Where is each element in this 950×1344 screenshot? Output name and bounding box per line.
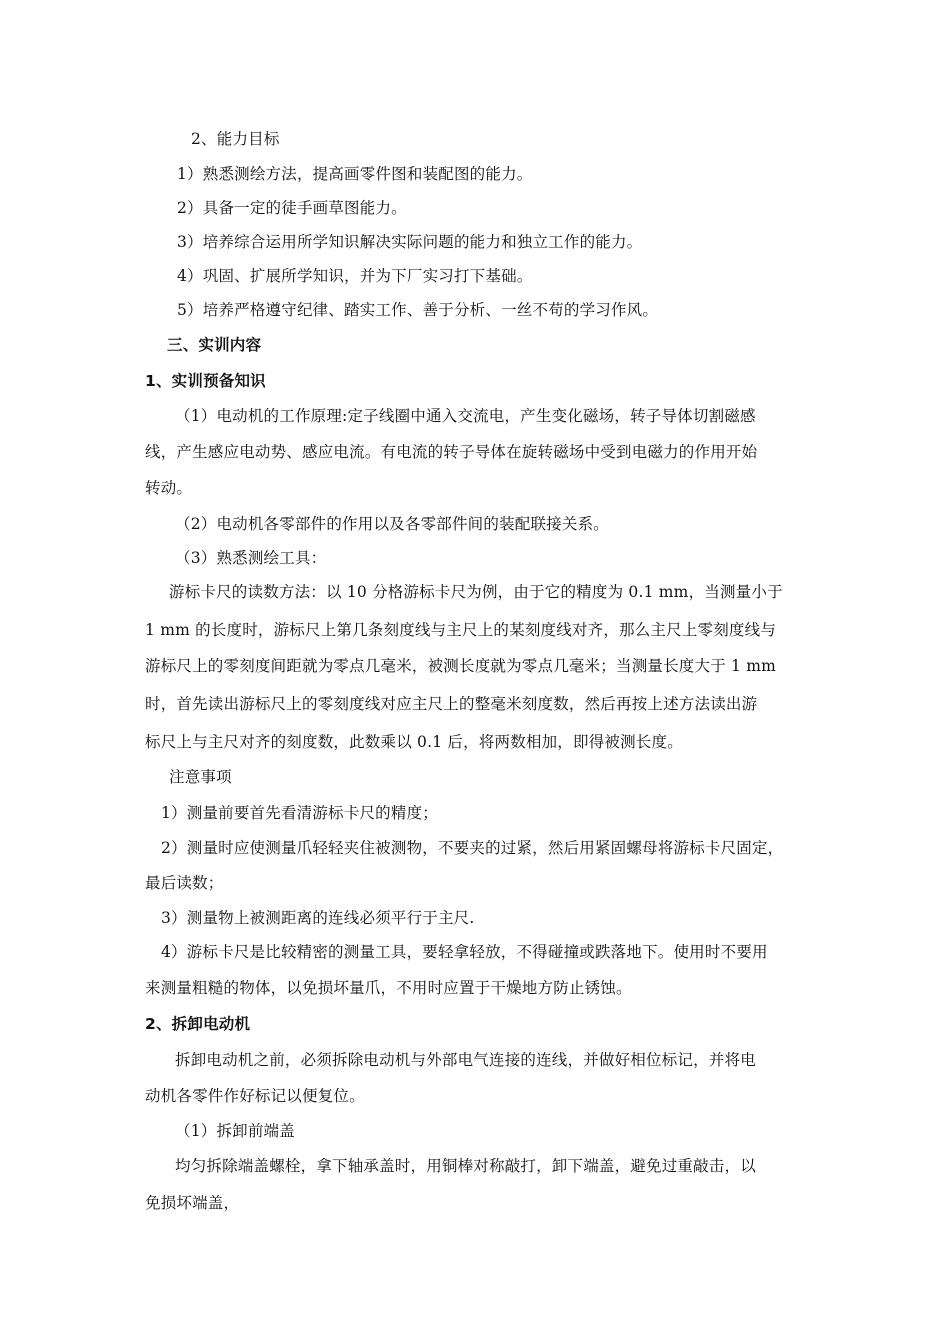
front-cover-text-line: 均匀拆除端盖螺栓，拿下轴承盖时，用铜棒对称敲打，卸下端盖，避免过重敲击，以 [175,1157,756,1175]
section-three-heading: 三、实训内容 [167,336,262,354]
parts-relation-line: （2）电动机各零部件的作用以及各零部件间的装配联接关系。 [175,515,609,533]
ability-goal-item: 2）具备一定的徒手画草图能力。 [177,199,407,217]
ability-goal-heading: 2、能力目标 [191,130,280,148]
note-item: 1）测量前要首先看清游标卡尺的精度； [161,804,438,822]
note-item: 最后读数； [145,874,224,892]
ability-goal-item: 5）培养严格遵守纪律、踏实工作、善于分析、一丝不苟的学习作风。 [177,301,659,319]
ability-goal-item: 1）熟悉测绘方法，提高画零件图和装配图的能力。 [177,165,533,183]
motor-principle-line: 转动。 [145,479,193,497]
note-item: 4）游标卡尺是比较精密的测量工具，要轻拿轻放，不得碰撞或跌落地下。使用时不要用 [161,943,768,961]
caliper-reading-line: 游标卡尺的读数方法：以 10 分格游标卡尺为例，由于它的精度为 0.1 mm，当测量小于 [169,583,783,601]
disassembly-heading: 2、拆卸电动机 [145,1015,251,1033]
ability-goal-item: 3）培养综合运用所学知识解决实际问题的能力和独立工作的能力。 [177,233,643,251]
ability-goal-item: 4）巩固、扩展所学知识，并为下厂实习打下基础。 [177,267,533,285]
notes-heading: 注意事项 [169,768,232,786]
caliper-reading-line: 1 mm 的长度时，游标尺上第几条刻度线与主尺上的某刻度线对齐，那么主尺上零刻度线与 [145,621,777,639]
disassembly-intro-line: 动机各零件作好标记以便复位。 [145,1087,365,1105]
prep-knowledge-heading: 1、实训预备知识 [145,372,266,390]
motor-principle-line: 线，产生感应电动势、感应电流。有电流的转子导体在旋转磁场中受到电磁力的作用开始 [145,443,758,461]
front-cover-text-line: 免损坏端盖， [145,1194,240,1212]
caliper-reading-line: 标尺上与主尺对齐的刻度数，此数乘以 0.1 后，将两数相加，即得被测长度。 [145,733,683,751]
motor-principle-line: （1）电动机的工作原理:定子线圈中通入交流电，产生变化磁场，转子导体切割磁感 [175,407,756,425]
disassembly-intro-line: 拆卸电动机之前，必须拆除电动机与外部电气连接的连线，并做好相位标记，并将电 [175,1051,756,1069]
note-item: 2）测量时应使测量爪轻轻夹住被测物，不要夹的过紧，然后用紧固螺母将游标卡尺固定， [161,839,784,857]
front-cover-heading: （1）拆卸前端盖 [175,1122,295,1140]
note-item: 3）测量物上被测距离的连线必须平行于主尺. [161,909,475,927]
caliper-reading-line: 时，首先读出游标尺上的零刻度线对应主尺上的整毫米刻度数，然后再按上述方法读出游 [145,695,758,713]
note-item: 来测量粗糙的物体，以免损坏量爪，不用时应置于干燥地方防止锈蚀。 [145,979,632,997]
tools-heading: （3）熟悉测绘工具： [175,549,327,567]
caliper-reading-line: 游标尺上的零刻度间距就为零点几毫米，被测长度就为零点几毫米；当测量长度大于 1 mm [145,657,777,675]
